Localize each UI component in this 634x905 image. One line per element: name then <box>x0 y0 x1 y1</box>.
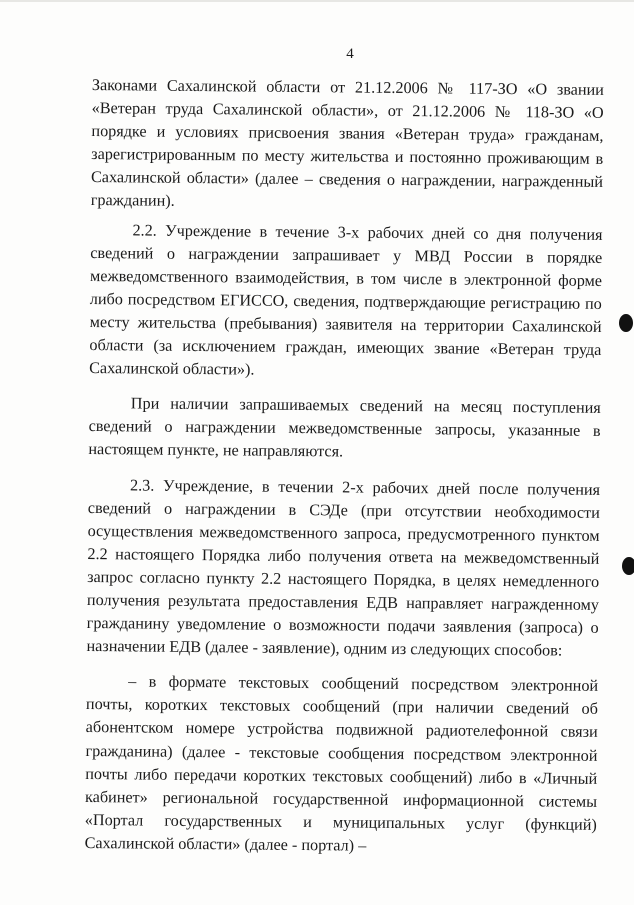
punch-hole-mark <box>622 557 634 575</box>
scan-edge <box>0 0 634 2</box>
paragraph-2-2: 2.2. Учреждение в течение 3-х рабочих дней со дня получения сведений о награждении запрашивает у МВД России в порядке межведомственного взаимодействия, в том числе в электронной форме либо посредством ЕГИССО, сведения, подтверждающие регистрацию по месту жительства (пребывания) заявителя на территории Сахалинской области (за исключением граждан, имеющих звание «Ветеран труда Сахалинской области»). <box>89 220 603 379</box>
page-number: 4 <box>346 46 354 62</box>
paragraph-2-3: 2.3. Учреждение, в течении 2-х рабочих дней после получения сведений о награждении в СЭДе (при отсутствии необходимости осуществления межведомственного запроса, предусмотренного пунктом 2.2 настоящего Порядка либо получения ответа на межведомственный запрос согласно пункту 2.2 настоящего Порядка, в целях немедленного получения результата предоставления ЕДВ направляет награжденному гражданину уведомление о возможности подачи заявления (запроса) о назначении ЕДВ (далее - заявление), одним из следующих способов: <box>86 475 601 660</box>
list-item-text-messages: – в формате текстовых сообщений посредством электронной почты, коротких текстовых сообщений (при наличии сведений об абонентском номере устройства подвижной радиотелефонной связи гражданина) (далее - текстовые сообщения посредством электронной почты либо передачи коротких текстовых сообщений) либо в «Личный кабинет» региональной государственной информационной системы «Портал государственных и муниципальных услуг (функций) Сахалинской области» (далее - портал) – <box>84 672 599 855</box>
paragraph-continuation: Законами Сахалинской области от 21.12.2006 № 117-ЗО «О звании «Ветеран труда Сахалинской области», от 21.12.2006 № 118-ЗО «О порядке и условиях присвоения звания «Ветеран труда» гражданам, зарегистрированным по месту жительства и постоянно проживающим в Сахалинской области» (далее – сведения о награждении, награжденный гражданин). <box>90 75 604 211</box>
document-body <box>85 74 604 860</box>
paragraph-no-requests: При наличии запрашиваемых сведений на месяц поступления сведений о награждении межведомственные запросы, указанные в настоящем пункте, не направляются. <box>88 394 601 461</box>
punch-hole-mark <box>619 314 633 332</box>
